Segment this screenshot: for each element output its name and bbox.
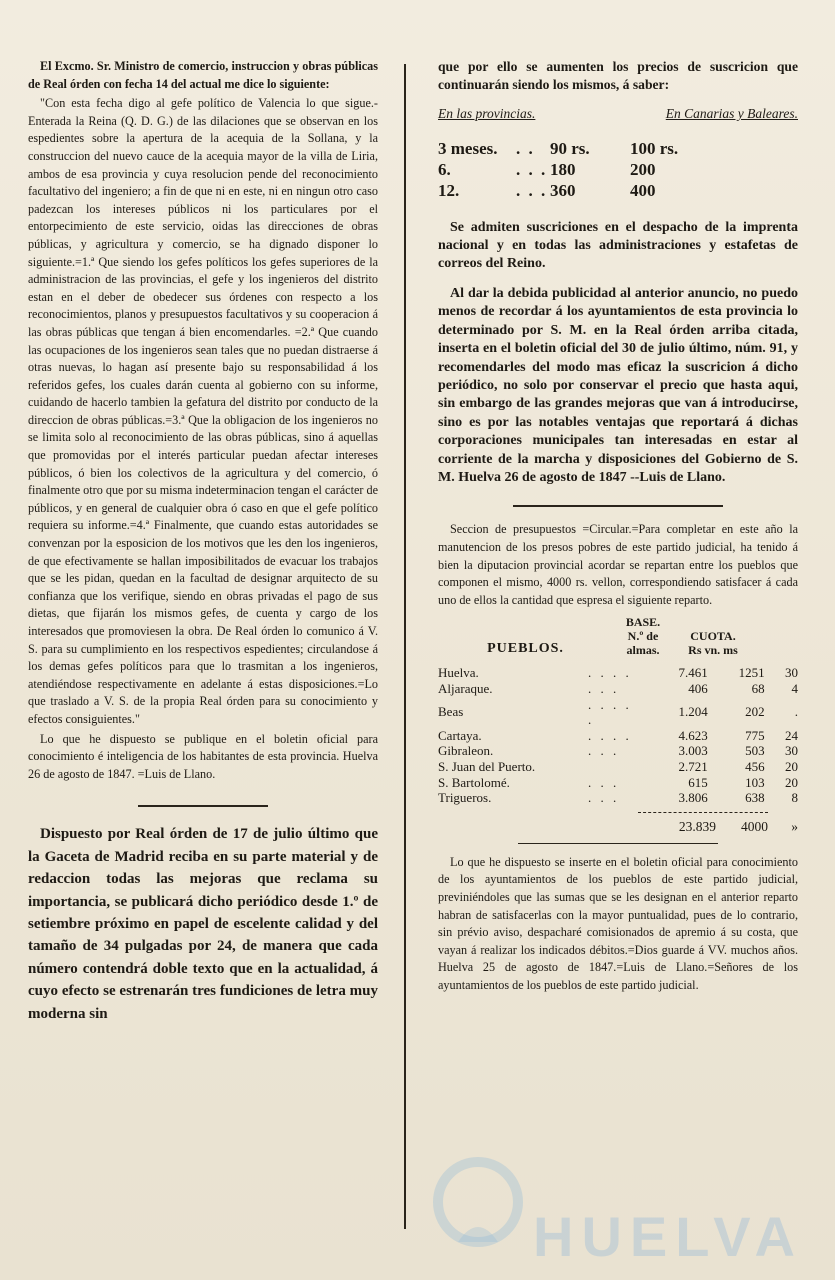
ministerial-intro: El Excmo. Sr. Ministro de comercio, instruccion y obras públicas de Real órden con fecha 14 del actual me dice lo siguiente: <box>28 59 378 91</box>
table-row: Huelva. . . . . 7.461 1251 30 <box>438 665 798 681</box>
table-row: Beas . . . . . 1.204 202 . <box>438 696 798 728</box>
gaceta-announcement: Dispuesto por Real órden de 17 de julio último que la Gaceta de Madrid reciba en su parte material y de redaccion todas las mejoras que reclama su importancia, se publicará dicho periódico desde 1.º de setiembre próximo en papel de escelente calidad y del tamaño de 34 pulgadas por 24, de manera que cada número contendrá doble texto que en la actualidad, á cuyo efecto se estrenarán tres fundiciones de letra muy moderna sin <box>28 826 378 1022</box>
watermark-text: HUELVA <box>533 1205 803 1268</box>
price-row: 6. . . . 180 200 <box>438 160 656 179</box>
table-row: Aljaraque. . . . 406 68 4 <box>438 681 798 697</box>
section-rule <box>513 505 723 507</box>
reminder-to-councils: Al dar la debida publicidad al anterior anuncio, no puedo menos de recordar á los ayuntamientos de esta provincia lo determinado por S. M. en la Real órden arriba citada, inserta en el boletin oficial del 30 de julio último, núm. 91, y recomendarles del modo mas eficaz la suscricion á dicho periódico, no solo por conservar el precio que hasta aqui, sin embargo de las grandes mejoras que van á introducirse, sino es por las notables ventajas que reportará á dichas corporaciones municipales tan interesadas en estar al corriente de la marcha y disposiciones del Gobierno de S. M. Huelva 26 de agosto de 1847 --Luis de Llano. <box>438 286 798 486</box>
table-row: Cartaya. . . . . 4.623 775 24 <box>438 727 798 743</box>
table-row: S. Bartolomé. . . . 615 103 20 <box>438 774 798 790</box>
table-row: S. Juan del Puerto. 2.721 456 20 <box>438 759 798 774</box>
price-headers <box>438 106 798 122</box>
header-provinces: En las provincias. <box>438 106 536 121</box>
distribution-table <box>438 665 798 805</box>
totals-rule <box>638 812 768 813</box>
total-maravedis: » <box>791 818 798 834</box>
subscription-price-table <box>438 138 798 201</box>
right-column <box>438 58 798 995</box>
table-row: Gibraleon. . . . 3.003 503 30 <box>438 743 798 759</box>
section-rule <box>518 843 718 844</box>
column-divider <box>404 64 406 1229</box>
budget-circular: Seccion de presupuestos =Circular.=Para completar en este año la manutencion de los presos pobres de este partido judicial, ha tenido á bien la diputacion provincial acordar se repartan entre los pueblos que componen el mismo, 4000 rs. vellon, correspondiendo satisfacer á cada uno de ellos la cantidad que espresa el siguiente reparto. <box>438 522 798 607</box>
distribution-table-header <box>438 615 798 657</box>
table-totals <box>438 819 798 835</box>
total-reales: 4000 <box>741 818 768 834</box>
watermark-emblem-icon <box>418 1142 538 1262</box>
price-row: 12. . . . 360 400 <box>438 181 656 200</box>
archive-watermark <box>408 1130 828 1270</box>
royal-order-text: "Con esta fecha digo al gefe político de Valencia lo que sigue.- Enterada la Reina (Q. D. G.) de las dilaciones que se observan en los espedientes sobre la apertura de la acequia de la Sollana, y la construccion del nuevo cauce de la acequia mayor de la villa de Liria, ambos de esa provincia y cuya resolucion pende del reconocimiento facultativo del ingeniero; a fin de que ni en este, ni en ningun otro caso padezcan los intereses públicos ni los particulares por el entorpecimiento de este servicio, oidas las direcciones de obras públicas, y agricultura y comercio, se ha dignado disponer lo siguiente.=1.ª Que siendo los gefes políticos los gefes superiores de la administracion de las provincias, el gefe y los ingenieros del distrito estan en el deber de obedecer sus órdenes con respecto a los reconocimientos, planos y presupuestos facultativos y su cooperacion á las obras públicas que tengan á bien encomendarles. =2.ª Que cuando las ocupaciones de los ingenieros sean tales que no puedan distraerse á otras nuevas, lo hagan así presente bajo su responsabilidad á los referidos gefes, los cuales darán cuenta al gobierno con su informe, cuidando de hacerlo tambien la gefatura del distrito por conducto de la direccion de obras públicas.=3.ª Que la obligacion de los ingenieros no se limita solo al reconocimiento de las obras públicas, sino á aquellas que promovidas por el interés particular puedan afectar intereses públicos, ó bien los colectivos de la agricultura y del comercio, ó finalmente otro que por su misma indeterminacion tengan el carácter de públicos, y en general de cualquier obra ó caso en que el gefe político requiera su informe.=4.ª Finalmente, que cuando estas autoridades se convenzan por la esposicion de los motivos que les den los ingenieros, de que efectivamente se hallan imposibilitados de evacuar los trabajos que se les pidan, quedan en la facultad de designar arquitecto de su confianza que los verifique, siendo en obras privadas el pago de sus dietas, que fijarán los mismos gefes, de cuenta y cargo de los interesados que promoviesen la obra. De Real órden lo comunico á V. S. para su cumplimiento en los respectivos espedientes; circulandose á los demas gefes políticos para que lo trasmitan a los ingenieros, atendiéndose respectivamente en adelante á estas disposiciones.=Lo que traslado a V. S. de la propia Real órden para su conocimiento y efectos consiguientes." <box>28 96 378 726</box>
total-almas: 23.839 <box>678 818 716 834</box>
closing-notice: Lo que he dispuesto se inserte en el boletin oficial para conocimiento de los ayuntamientos de los pueblos de este partido judicial, previniéndoles que las sumas que se les designan en el anterior reparto habran de satisfacerlas con la mayor puntualidad, pues de lo contrario, sin prévio aviso, despacharé comisionados de apremio á su costa, que vayan á realizar los indicados débitos.=Dios guarde á VV. muchos años. Huelva 25 de agosto de 1847.=Luis de Llano.=Señores de los ayuntamientos de los pueblos de este partido judicial. <box>438 854 798 992</box>
publication-notice: Lo que he dispuesto se publique en el boletin oficial para conocimiento é inteligencia de los habitantes de esta provincia. Huelva 26 de agosto de 1847. =Luis de Llano. <box>28 731 378 781</box>
subscription-offices: Se admiten suscriciones en el despacho de la imprenta nacional y en todas las administraciones y estafetas de correos del Reino. <box>438 220 798 271</box>
left-column <box>28 58 378 1025</box>
header-base: BASE. N.º de almas. <box>625 615 661 658</box>
section-rule <box>138 805 268 807</box>
price-row: 3 meses. . . 90 rs. 100 rs. <box>438 139 679 158</box>
table-row: Trigueros. . . . 3.806 638 8 <box>438 790 798 806</box>
gaceta-continuation: que por ello se aumenten los precios de suscricion que continuarán siendo los mismos, á saber: <box>438 59 798 92</box>
header-towns: PUEBLOS. <box>487 641 564 657</box>
header-canarias: En Canarias y Baleares. <box>665 106 798 121</box>
header-quota: CUOTA. Rs vn. ms <box>688 629 738 658</box>
